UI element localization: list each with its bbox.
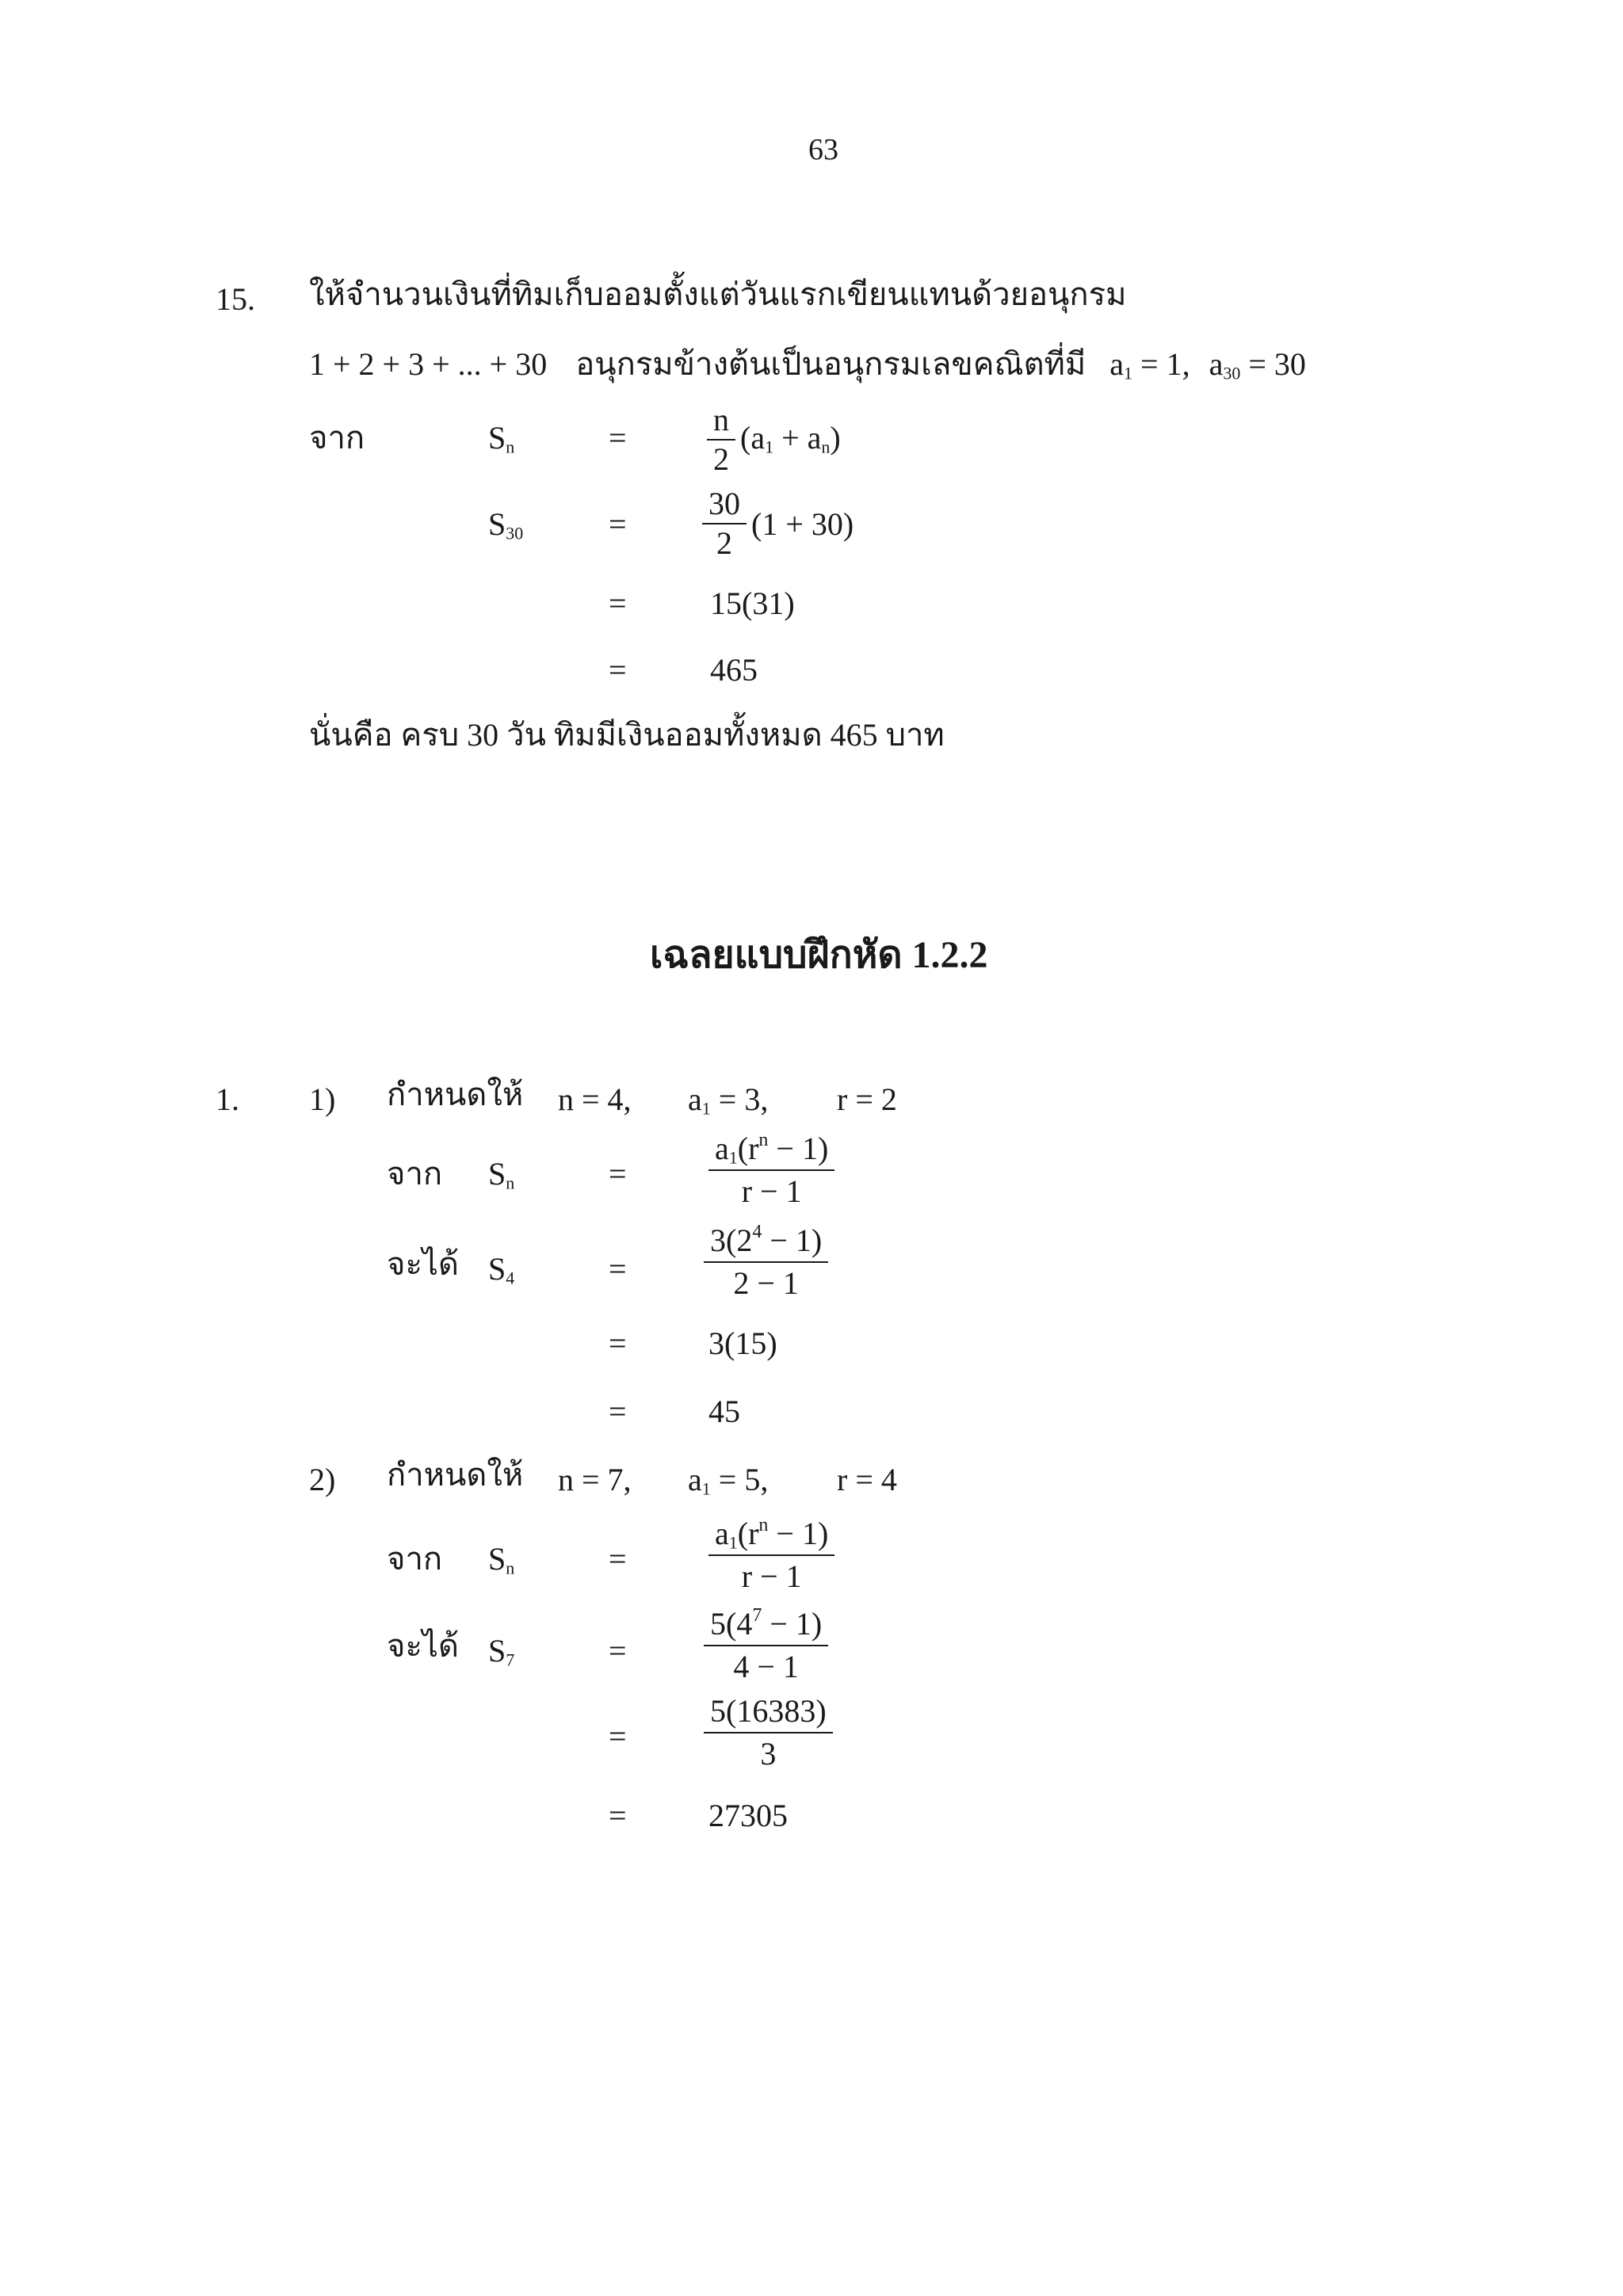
question-number: 15. bbox=[216, 281, 255, 317]
part-label: 2) bbox=[309, 1462, 336, 1497]
given-n: n = 4, bbox=[558, 1081, 632, 1117]
substituted-formula: $\frac{5(4^7 - 1)}{4 - 1}$ bbox=[707, 1608, 825, 1683]
given-a1: $a_1 = 5$, bbox=[688, 1462, 769, 1499]
equals-sign: = bbox=[609, 652, 627, 688]
step-value: 3(15) bbox=[708, 1325, 777, 1361]
final-answer: 27305 bbox=[708, 1798, 788, 1833]
given-n: n = 7, bbox=[558, 1462, 632, 1497]
series-expression: 1 + 2 + 3 + ... + 30 bbox=[309, 346, 548, 382]
from-label: จาก bbox=[387, 1156, 443, 1192]
formula-tail: (1 + 30) bbox=[751, 506, 854, 542]
equals-sign: = bbox=[609, 1541, 627, 1577]
given-label: กำหนดให้ bbox=[387, 1077, 524, 1112]
equals-sign: = bbox=[609, 585, 627, 621]
sum-symbol: $S_n$ bbox=[488, 420, 515, 457]
sum-symbol: $S_7$ bbox=[488, 1633, 515, 1670]
substituted-formula: $\frac{3(2^4 - 1)}{2 - 1}$ bbox=[707, 1225, 825, 1299]
part-label: 1) bbox=[309, 1081, 336, 1117]
geometric-sum-formula: $\frac{a_1(r^n - 1)}{r - 1}$ bbox=[712, 1133, 831, 1207]
sum-symbol: $S_n$ bbox=[488, 1541, 515, 1578]
fraction-30-over-2: $\frac{30}{2}$ bbox=[705, 488, 743, 559]
equals-sign: = bbox=[609, 1325, 627, 1361]
equals-sign: = bbox=[609, 1718, 627, 1754]
series-line bbox=[309, 346, 1306, 383]
given-r: r = 4 bbox=[837, 1462, 897, 1497]
step-value: 15(31) bbox=[710, 585, 795, 621]
equals-sign: = bbox=[609, 420, 627, 456]
step-value: 465 bbox=[710, 652, 758, 688]
result-label: จะได้ bbox=[387, 1628, 460, 1664]
sum-symbol: $S_{30}$ bbox=[488, 506, 524, 543]
from-label: จาก bbox=[309, 420, 365, 456]
given-label: กำหนดให้ bbox=[387, 1457, 524, 1493]
given-a1: $a_1 = 3$, bbox=[688, 1081, 769, 1119]
exercise-number: 1. bbox=[216, 1081, 239, 1117]
given-r: r = 2 bbox=[837, 1081, 897, 1117]
page-number: 63 bbox=[808, 133, 838, 166]
section-title: เฉลยแบบฝึกหัด 1.2.2 bbox=[650, 934, 988, 976]
equals-sign: = bbox=[609, 1251, 627, 1287]
step-value: 45 bbox=[708, 1394, 740, 1429]
equals-sign: = bbox=[609, 506, 627, 542]
condition-a30: $a_{30} = 30$ bbox=[1209, 346, 1306, 383]
from-label: จาก bbox=[387, 1541, 443, 1577]
geometric-sum-formula: $\frac{a_1(r^n - 1)}{r - 1}$ bbox=[712, 1518, 831, 1592]
equals-sign: = bbox=[609, 1798, 627, 1833]
equals-sign: = bbox=[609, 1394, 627, 1429]
question-text: ให้จำนวนเงินที่ทิมเก็บออมตั้งแต่วันแรกเขียนแทนด้วยอนุกรม bbox=[309, 277, 1127, 312]
series-description: อนุกรมข้างต้นเป็นอนุกรมเลขคณิตที่มี bbox=[575, 346, 1086, 382]
result-label: จะได้ bbox=[387, 1246, 460, 1282]
fraction-n-over-2: $\frac{n}{2}$ bbox=[710, 404, 732, 475]
formula-tail: $(a_1 + a_n)$ bbox=[740, 420, 841, 457]
conclusion-text: นั่นคือ ครบ 30 วัน ทิมมีเงินออมทั้งหมด 465 บาท bbox=[309, 717, 945, 753]
condition-a1: $a_1 = 1$, bbox=[1109, 346, 1190, 383]
simplified-fraction: $\frac{5(16383)}{3}$ bbox=[707, 1695, 830, 1770]
sum-symbol: $S_n$ bbox=[488, 1156, 515, 1193]
equals-sign: = bbox=[609, 1633, 627, 1669]
sum-symbol: $S_4$ bbox=[488, 1251, 515, 1288]
equals-sign: = bbox=[609, 1156, 627, 1192]
